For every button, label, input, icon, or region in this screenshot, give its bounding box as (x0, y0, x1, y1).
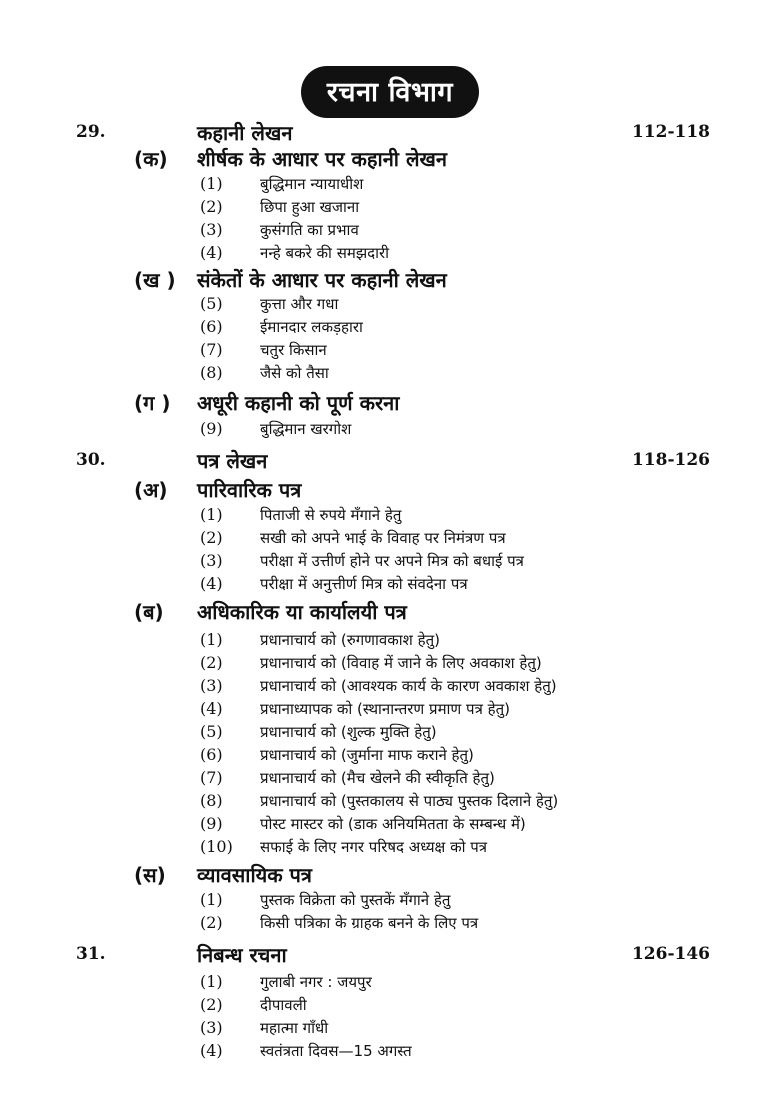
chapter-pages: 126-146 (631, 944, 710, 964)
item-number: (3) (200, 551, 223, 570)
section-title: संकेतों के आधार पर कहानी लेखन (197, 268, 447, 292)
item-text: परीक्षा में अनुत्तीर्ण मित्र को संवदेना पत्र (260, 575, 468, 593)
item-number: (10) (200, 837, 233, 856)
list-item (0, 1016, 780, 1040)
item-number: (4) (200, 574, 223, 593)
section-label: (स) (134, 863, 166, 887)
section-label: (ब) (134, 600, 164, 624)
item-number: (3) (200, 1018, 223, 1037)
item-text: सफाई के लिए नगर परिषद अध्यक्ष को पत्र (260, 838, 488, 856)
list-item (0, 338, 780, 362)
list-item (0, 218, 780, 242)
list-item (0, 503, 780, 527)
item-number: (5) (200, 722, 223, 741)
section-label: (अ) (134, 478, 168, 502)
item-text: प्रधानाचार्य को (पुस्तकालय से पाठ्य पुस्तक दिलाने हेतु) (260, 792, 559, 810)
item-number: (2) (200, 528, 223, 547)
list-item (0, 812, 780, 836)
item-number: (4) (200, 1041, 223, 1060)
chapter-pages: 118-126 (631, 450, 710, 470)
list-item (0, 835, 780, 859)
list-item (0, 195, 780, 219)
item-text: प्रधानाचार्य को (आवश्यक कार्य के कारण अवकाश हेतु) (260, 677, 557, 695)
item-number: (9) (200, 814, 223, 833)
item-text: बुद्धिमान खरगोश (260, 420, 352, 438)
item-number: (1) (200, 505, 223, 524)
item-number: (6) (200, 317, 223, 336)
section-label: (ख ) (134, 268, 176, 292)
section-title: व्यावसायिक पत्र (197, 863, 312, 887)
list-item (0, 628, 780, 652)
item-text: गुलाबी नगर : जयपुर (260, 973, 372, 991)
list-item (0, 789, 780, 813)
list-item (0, 315, 780, 339)
section-title: अधूरी कहानी को पूर्ण करना (197, 391, 400, 415)
item-text: ईमानदार लकड़हारा (260, 318, 363, 336)
chapter-number: 30. (76, 450, 106, 470)
item-number: (8) (200, 791, 223, 810)
list-item (0, 888, 780, 912)
item-number: (1) (200, 972, 223, 991)
section-heading (0, 861, 780, 885)
item-number: (7) (200, 340, 223, 359)
section-label: (ग ) (134, 391, 171, 415)
section-title: पारिवारिक पत्र (197, 478, 302, 502)
item-number: (2) (200, 653, 223, 672)
item-text: किसी पत्रिका के ग्राहक बनने के लिए पत्र (260, 914, 479, 932)
item-text: पोस्ट मास्टर को (डाक अनियमितता के सम्बन्ध में) (260, 815, 526, 833)
list-item (0, 572, 780, 596)
item-number: (3) (200, 220, 223, 239)
list-item (0, 417, 780, 441)
chapter-heading (0, 447, 780, 471)
list-item (0, 651, 780, 675)
item-text: प्रधानाचार्य को (शुल्क मुक्ति हेतु) (260, 723, 437, 741)
chapter-heading (0, 941, 780, 965)
list-item (0, 993, 780, 1017)
chapter-number: 29. (76, 122, 106, 142)
item-text: नन्हे बकरे की समझदारी (260, 244, 390, 262)
item-text: छिपा हुआ खजाना (260, 198, 360, 216)
list-item (0, 766, 780, 790)
chapter-title: निबन्ध रचना (197, 943, 287, 967)
item-text: प्रधानाचार्य को (रुगणावकाश हेतु) (260, 631, 440, 649)
list-item (0, 361, 780, 385)
item-text: कुसंगति का प्रभाव (260, 221, 359, 239)
section-title: शीर्षक के आधार पर कहानी लेखन (197, 147, 447, 171)
item-text: महात्मा गाँधी (260, 1019, 329, 1037)
list-item (0, 549, 780, 573)
item-number: (1) (200, 890, 223, 909)
item-text: स्वतंत्रता दिवस—15 अगस्त (260, 1042, 412, 1060)
item-text: पुस्तक विक्रेता को पुस्तकें मँगाने हेतु (260, 891, 451, 909)
list-item (0, 970, 780, 994)
item-text: चतुर किसान (260, 341, 327, 359)
item-text: प्रधानाचार्य को (जुर्माना माफ कराने हेतु) (260, 746, 474, 764)
list-item (0, 526, 780, 550)
chapter-title: कहानी लेखन (197, 121, 293, 145)
item-text: कुत्ता और गधा (260, 295, 339, 313)
item-text: जैसे को तैसा (260, 364, 329, 382)
list-item (0, 697, 780, 721)
item-number: (3) (200, 676, 223, 695)
item-number: (6) (200, 745, 223, 764)
section-heading (0, 598, 780, 622)
item-text: बुद्धिमान न्यायाधीश (260, 175, 364, 193)
item-number: (1) (200, 174, 223, 193)
item-number: (5) (200, 294, 223, 313)
item-number: (2) (200, 913, 223, 932)
chapter-number: 31. (76, 944, 106, 964)
item-text: प्रधानाचार्य को (विवाह में जाने के लिए अवकाश हेतु) (260, 654, 542, 672)
list-item (0, 911, 780, 935)
item-number: (1) (200, 630, 223, 649)
item-text: दीपावली (260, 996, 307, 1014)
list-item (0, 172, 780, 196)
item-number: (4) (200, 699, 223, 718)
item-number: (8) (200, 363, 223, 382)
item-text: परीक्षा में उत्तीर्ण होने पर अपने मित्र को बधाई पत्र (260, 552, 524, 570)
chapter-title: पत्र लेखन (197, 449, 268, 473)
list-item (0, 720, 780, 744)
title-wrapper (0, 66, 780, 118)
list-item (0, 1039, 780, 1063)
list-item (0, 241, 780, 265)
section-heading (0, 145, 780, 169)
item-number: (4) (200, 243, 223, 262)
chapter-heading (0, 119, 780, 143)
item-text: प्रधानाध्यापक को (स्थानान्तरण प्रमाण पत्र हेतु) (260, 700, 510, 718)
page-title: रचना विभाग (301, 66, 479, 118)
item-text: पिताजी से रुपये मँगाने हेतु (260, 506, 402, 524)
item-number: (2) (200, 197, 223, 216)
item-number: (9) (200, 419, 223, 438)
section-title: अधिकारिक या कार्यालयी पत्र (197, 600, 407, 624)
chapter-pages: 112-118 (631, 122, 710, 142)
section-heading (0, 476, 780, 500)
item-number: (2) (200, 995, 223, 1014)
section-heading (0, 266, 780, 290)
list-item (0, 292, 780, 316)
list-item (0, 674, 780, 698)
section-heading (0, 389, 780, 413)
item-number: (7) (200, 768, 223, 787)
item-text: प्रधानाचार्य को (मैच खेलने की स्वीकृति हेतु) (260, 769, 495, 787)
item-text: सखी को अपने भाई के विवाह पर निमंत्रण पत्र (260, 529, 506, 547)
list-item (0, 743, 780, 767)
section-label: (क) (134, 147, 168, 171)
